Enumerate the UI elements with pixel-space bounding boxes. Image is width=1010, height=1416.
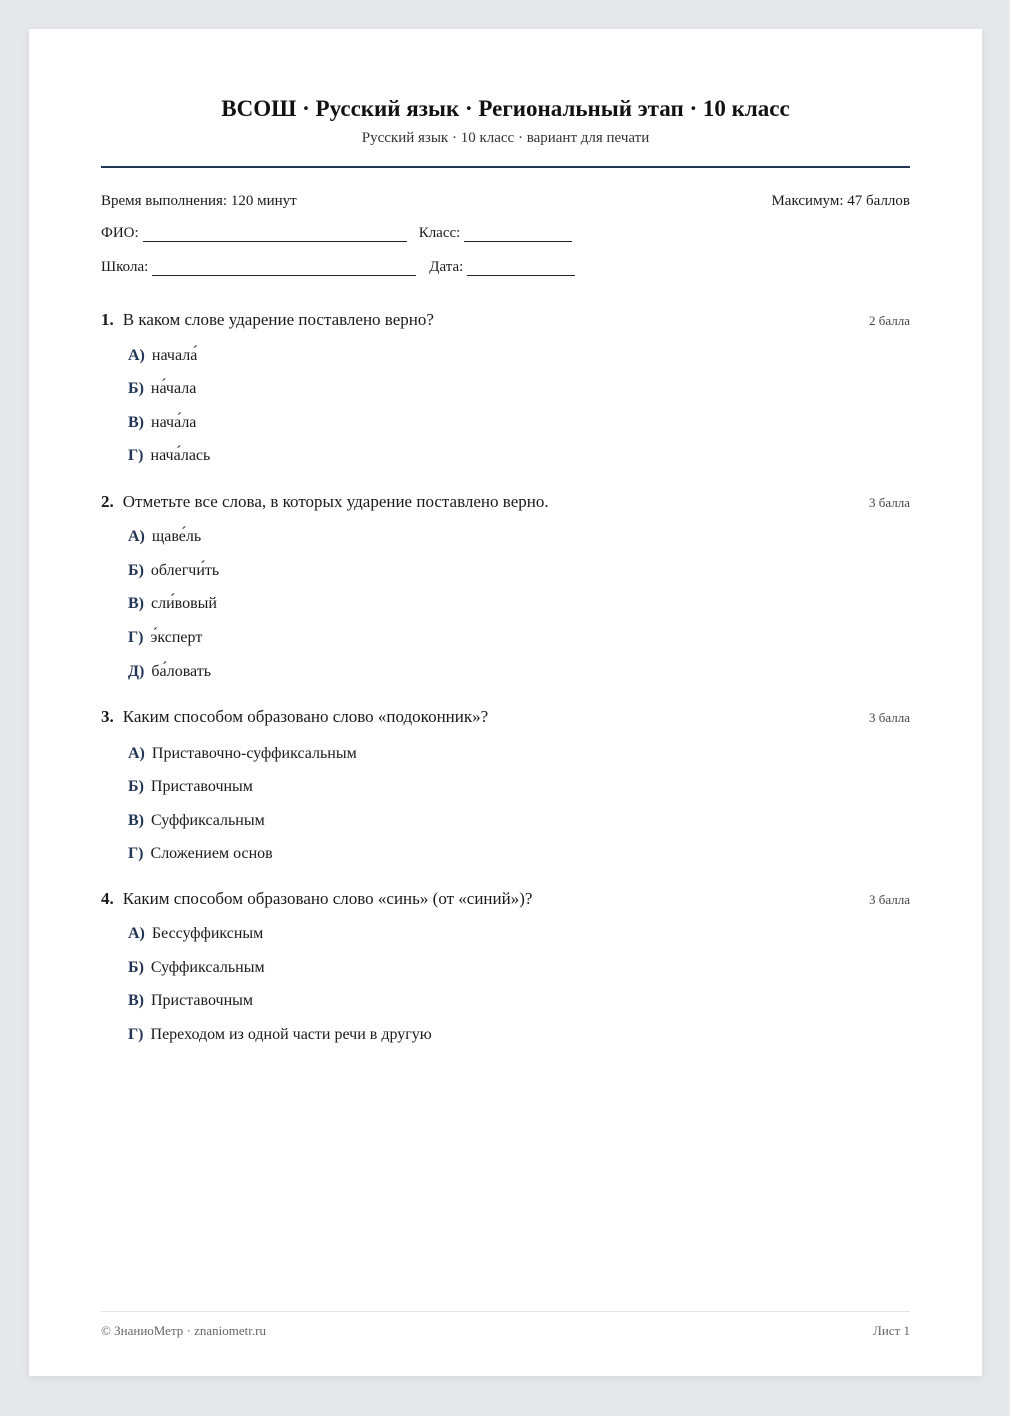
option-letter: Г) [128,845,144,862]
time-limit: Время выполнения: 120 минут [101,193,297,209]
class-field[interactable] [464,227,572,242]
question-points: 2 балла [869,313,910,328]
footer-divider [101,1311,910,1312]
option-a[interactable] [128,346,197,366]
option-g[interactable] [128,628,202,648]
option-text: Приставочно-суффиксальным [151,745,357,762]
option-letter: В) [128,812,144,829]
option-text: Приставочным [150,778,253,795]
option-a[interactable] [128,527,201,547]
option-b[interactable] [128,777,253,797]
question-text: Каким способом образовано слово «подоконник»? [122,707,489,726]
question-number: 3. [101,707,114,726]
option-v[interactable] [128,594,217,614]
option-text: Сложением основ [150,845,273,862]
option-letter: А) [128,745,145,762]
option-text: Суффиксальным [150,959,265,976]
option-letter: Б) [128,778,144,795]
school-label: Школа: [101,259,149,275]
option-letter: Б) [128,959,144,976]
option-letter: А) [128,347,145,364]
sheet-content [101,29,910,1376]
fio-class-row [101,225,572,242]
question-number: 1. [101,310,114,329]
option-g[interactable] [128,844,273,864]
option-a[interactable] [128,744,357,764]
option-text: Приставочным [151,992,254,1009]
option-v[interactable] [128,413,196,433]
option-letter: Б) [128,380,144,397]
page-number: Лист 1 [873,1323,910,1338]
question-number: 4. [101,889,114,908]
question-points: 3 балла [869,495,910,510]
option-letter: В) [128,414,144,431]
question-points: 3 балла [869,710,910,725]
meta-row [101,193,910,210]
question-3 [101,707,910,862]
option-text: щаве́ль [151,528,202,545]
document-header [101,29,910,147]
question-text: Отметьте все слова, в которых ударение поставлено верно. [122,492,549,511]
option-text: нача́лась [150,447,211,464]
page-subtitle: Русский язык · 10 класс · вариант для печати [361,130,650,146]
fio-label: ФИО: [101,225,139,241]
option-text: нача́ла [151,414,197,431]
option-letter: А) [128,925,145,942]
question-2 [101,492,910,680]
option-b[interactable] [128,958,265,978]
option-letter: Г) [128,1026,144,1043]
document-sheet [29,29,982,1376]
option-d[interactable] [128,662,211,682]
option-text: сли́вовый [151,595,217,612]
question-text: В каком слове ударение поставлено верно? [122,310,434,329]
school-date-row [101,259,575,276]
option-text: э́ксперт [150,629,203,646]
option-text: Суффиксальным [151,812,265,829]
option-letter: Г) [128,447,144,464]
question-4 [101,889,910,1043]
option-b[interactable] [128,379,196,399]
option-g[interactable] [128,1025,432,1045]
option-letter: В) [128,992,144,1009]
page-footer [101,1323,910,1339]
footer-copyright: © ЗнаниоМетр · znaniometr.ru [101,1323,266,1338]
date-field[interactable] [467,261,575,276]
option-text: Переходом из одной части речи в другую [150,1026,432,1043]
option-a[interactable] [128,924,263,944]
class-label: Класс: [418,225,461,241]
header-divider [101,166,910,168]
option-g[interactable] [128,446,210,466]
option-text: облегчи́ть [150,562,220,579]
option-text: Бессуффиксным [151,925,264,942]
option-letter: А) [128,528,145,545]
fio-field[interactable] [143,227,407,242]
question-1 [101,310,910,464]
question-points: 3 балла [869,892,910,907]
date-label: Дата: [429,259,464,275]
option-text: ба́ловать [151,663,212,680]
option-letter: Б) [128,562,144,579]
option-letter: Д) [128,663,145,680]
max-score: Максимум: 47 баллов [771,193,910,209]
page-title: ВСОШ · Русский язык · Региональный этап · 10 класс [221,96,790,121]
option-letter: В) [128,595,144,612]
question-text: Каким способом образовано слово «синь» (от «синий»)? [122,889,533,908]
option-v[interactable] [128,811,265,831]
option-b[interactable] [128,561,219,581]
option-letter: Г) [128,629,144,646]
option-text: на́чала [150,380,197,397]
question-number: 2. [101,492,114,511]
option-text: начала́ [151,347,198,364]
school-field[interactable] [152,261,416,276]
option-v[interactable] [128,991,253,1011]
